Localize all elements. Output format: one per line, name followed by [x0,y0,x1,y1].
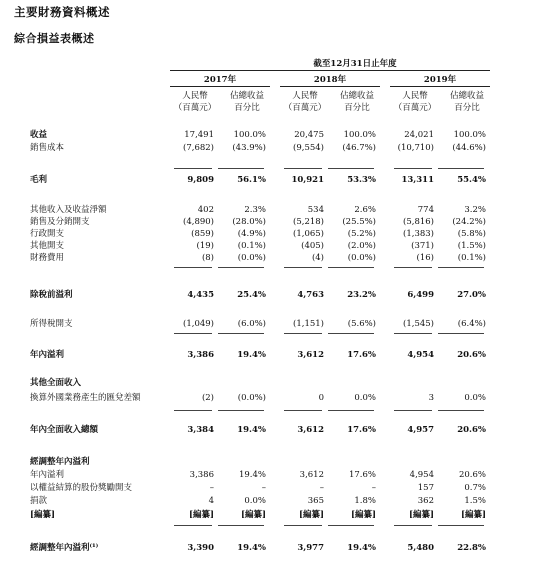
row-label-redacted: [編纂] [30,510,56,520]
col-header-pct: 佔總收益 百分比 [449,91,484,113]
subtotal-rule [218,525,264,526]
year-underline [280,86,380,87]
table-cell: 2.6% [354,205,376,215]
table-cell: 1.8% [354,496,376,506]
subtotal-rule [438,267,484,268]
table-cell: 4,763 [297,290,324,300]
table-cell: 56.1% [237,175,266,185]
subtotal-rule [438,410,484,411]
table-cell: (405) [301,241,324,251]
subtotal-rule [438,333,484,334]
table-cell: (1,151) [293,319,324,329]
table-cell: 100.0% [453,130,486,140]
table-cell: 3,977 [297,543,324,553]
table-cell: [編纂] [350,510,376,520]
subtotal-rule [284,410,322,411]
table-cell: (0.1%) [237,241,266,251]
table-cell: 362 [417,496,434,506]
table-cell: 22.8% [457,543,486,553]
table-cell: (1,065) [293,229,324,239]
table-cell: 17.6% [347,350,376,360]
table-cell: 1.5% [464,496,486,506]
table-cell: (6.4%) [457,319,486,329]
row-label-admin: 行政開支 [30,229,65,239]
table-cell: 20.6% [458,470,486,480]
table-cell: (25.5%) [342,217,376,227]
year-2019: 2019年 [423,75,457,85]
table-cell: 20,475 [294,130,324,140]
table-cell: (6.0%) [237,319,266,329]
row-label-other-exp: 其他開支 [30,241,65,251]
subtotal-rule [218,168,264,169]
subtotal-rule [174,525,212,526]
table-cell: 0.7% [464,483,486,493]
col-header-pct: 佔總收益 百分比 [339,91,374,113]
table-cell: – [209,483,214,493]
table-cell: 10,921 [291,175,324,185]
table-cell: 774 [417,205,434,215]
subtotal-rule [218,410,264,411]
table-cell: 3,612 [297,350,324,360]
table-cell: 157 [417,483,434,493]
subtotal-rule [394,410,432,411]
year-underline [390,86,490,87]
table-cell: 19.4% [238,470,266,480]
subtotal-rule [284,168,322,169]
table-cell: 19.4% [237,543,266,553]
table-cell: (10,710) [397,143,434,153]
table-cell: (43.9%) [232,143,266,153]
table-cell: 17.6% [347,425,376,435]
table-cell: (24.2%) [452,217,486,227]
table-cell: 23.2% [347,290,376,300]
table-cell: 3,612 [297,425,324,435]
row-label-adj-profit: 年內溢利 [30,470,65,480]
subtotal-rule [284,333,322,334]
row-label-oci-title: 其他全面收入 [30,378,82,388]
row-label-adj-title: 經調整年內溢利 [30,457,90,467]
col-header-pct: 佔總收益 百分比 [229,91,264,113]
table-cell: 4,954 [409,470,434,480]
table-cell: 0.0% [354,393,376,403]
table-cell: 0.0% [244,496,266,506]
table-cell: (4.9%) [237,229,266,239]
subtotal-rule [218,267,264,268]
table-cell: 0.0% [464,393,486,403]
table-cell: (1,383) [403,229,434,239]
table-cell: 402 [197,205,214,215]
subtotal-rule [328,410,374,411]
table-cell: (1,049) [183,319,214,329]
table-cell: 3,386 [187,350,214,360]
row-label-revenue: 收益 [30,130,48,140]
row-label-share-comp: 以權益結算的股份獎勵開支 [30,483,133,493]
table-cell: 4,957 [407,425,434,435]
table-cell: 3,612 [299,470,324,480]
row-label-donation: 捐款 [30,496,48,506]
subtotal-rule [174,333,212,334]
subtotal-rule [284,525,322,526]
year-2017: 2017年 [203,75,237,85]
table-cell: – [261,483,266,493]
row-label-tax: 所得稅開支 [30,319,73,329]
table-cell: (44.6%) [452,143,486,153]
table-cell: [編纂] [188,510,214,520]
table-cell: (5,816) [403,217,434,227]
table-cell: 53.3% [347,175,376,185]
subtotal-rule [284,267,322,268]
table-cell: – [371,483,376,493]
col-header-amount: 人民幣 （百萬元） [283,91,327,113]
subtotal-rule [174,168,212,169]
subtotal-rule [394,333,432,334]
period-label: 截至12月31日止年度 [313,59,397,69]
table-cell: 100.0% [233,130,266,140]
table-cell: 27.0% [457,290,486,300]
subtotal-rule [394,267,432,268]
row-label-gross: 毛利 [30,175,48,185]
row-label-other-income: 其他收入及收益淨額 [30,205,107,215]
table-cell: 19.4% [237,425,266,435]
table-cell: 17.6% [348,470,376,480]
table-cell: (19) [196,241,214,251]
table-cell: (1.5%) [457,241,486,251]
table-cell: (0.0%) [237,253,266,263]
table-cell: 13,311 [401,175,434,185]
period-underline [170,70,490,71]
table-cell: (5.2%) [347,229,376,239]
year-underline [170,86,270,87]
table-cell: 24,021 [404,130,434,140]
row-label-finance: 財務費用 [30,253,65,263]
col-header-amount: 人民幣 （百萬元） [173,91,217,113]
table-cell: (8) [201,253,214,263]
year-2018: 2018年 [313,75,347,85]
table-cell: – [319,483,324,493]
table-cell: (5.8%) [457,229,486,239]
table-cell: 19.4% [347,543,376,553]
subtotal-rule [438,525,484,526]
table-cell: (9,554) [293,143,324,153]
table-cell: 3,386 [189,470,214,480]
row-label-tci: 年內全面收入總額 [30,425,99,435]
table-cell: 20.6% [457,350,486,360]
row-label-profit: 年內溢利 [30,350,65,360]
table-cell: 534 [307,205,324,215]
subtotal-rule [174,410,212,411]
table-cell: (4,890) [183,217,214,227]
table-cell: (0.0%) [237,393,266,403]
row-label-pbt: 除稅前溢利 [30,290,73,300]
table-cell: 25.4% [237,290,266,300]
table-cell: (16) [416,253,434,263]
table-cell: (5,218) [293,217,324,227]
table-cell: 9,809 [187,175,214,185]
row-label-selling: 銷售及分銷開支 [30,217,90,227]
table-cell: (1,545) [403,319,434,329]
table-cell: 6,499 [407,290,434,300]
subtotal-rule [328,333,374,334]
table-cell: [編纂] [298,510,324,520]
table-cell: [編纂] [240,510,266,520]
table-cell: 5,480 [407,543,434,553]
table-cell: [編纂] [408,510,434,520]
table-cell: [編纂] [460,510,486,520]
subtotal-rule [394,168,432,169]
table-cell: 4,435 [187,290,214,300]
table-cell: 20.6% [457,425,486,435]
table-cell: 17,491 [184,130,214,140]
subtotal-rule [174,267,212,268]
table-cell: (28.0%) [232,217,266,227]
table-cell: 100.0% [343,130,376,140]
subtotal-rule [328,525,374,526]
section-subtitle: 綜合損益表概述 [14,32,95,45]
table-cell: 55.4% [457,175,486,185]
col-header-amount: 人民幣 （百萬元） [393,91,437,113]
table-cell: (0.1%) [457,253,486,263]
subtotal-rule [394,525,432,526]
subtotal-rule [328,267,374,268]
table-cell: 4,954 [407,350,434,360]
row-label-cost: 銷售成本 [30,143,65,153]
table-cell: (0.0%) [347,253,376,263]
row-label-adj-total: 經調整年內溢利⁽¹⁾ [30,543,99,553]
page-title: 主要財務資料概述 [14,5,110,19]
table-cell: (859) [191,229,214,239]
table-cell: 3.2% [464,205,486,215]
subtotal-rule [438,168,484,169]
table-cell: 3,384 [187,425,214,435]
table-cell: (4) [311,253,324,263]
table-cell: 4 [208,496,214,506]
table-cell: 2.3% [244,205,266,215]
table-cell: 3,390 [187,543,214,553]
table-cell: (2) [201,393,214,403]
table-cell: (371) [411,241,434,251]
table-cell: 19.4% [237,350,266,360]
table-cell: 365 [307,496,324,506]
row-label-fx: 換算外國業務產生的匯兌差額 [30,393,141,403]
table-cell: (7,682) [183,143,214,153]
table-cell: (2.0%) [347,241,376,251]
subtotal-rule [218,333,264,334]
table-cell: 3 [428,393,434,403]
table-cell: (5.6%) [347,319,376,329]
subtotal-rule [328,168,374,169]
table-cell: 0 [318,393,324,403]
table-cell: (46.7%) [342,143,376,153]
